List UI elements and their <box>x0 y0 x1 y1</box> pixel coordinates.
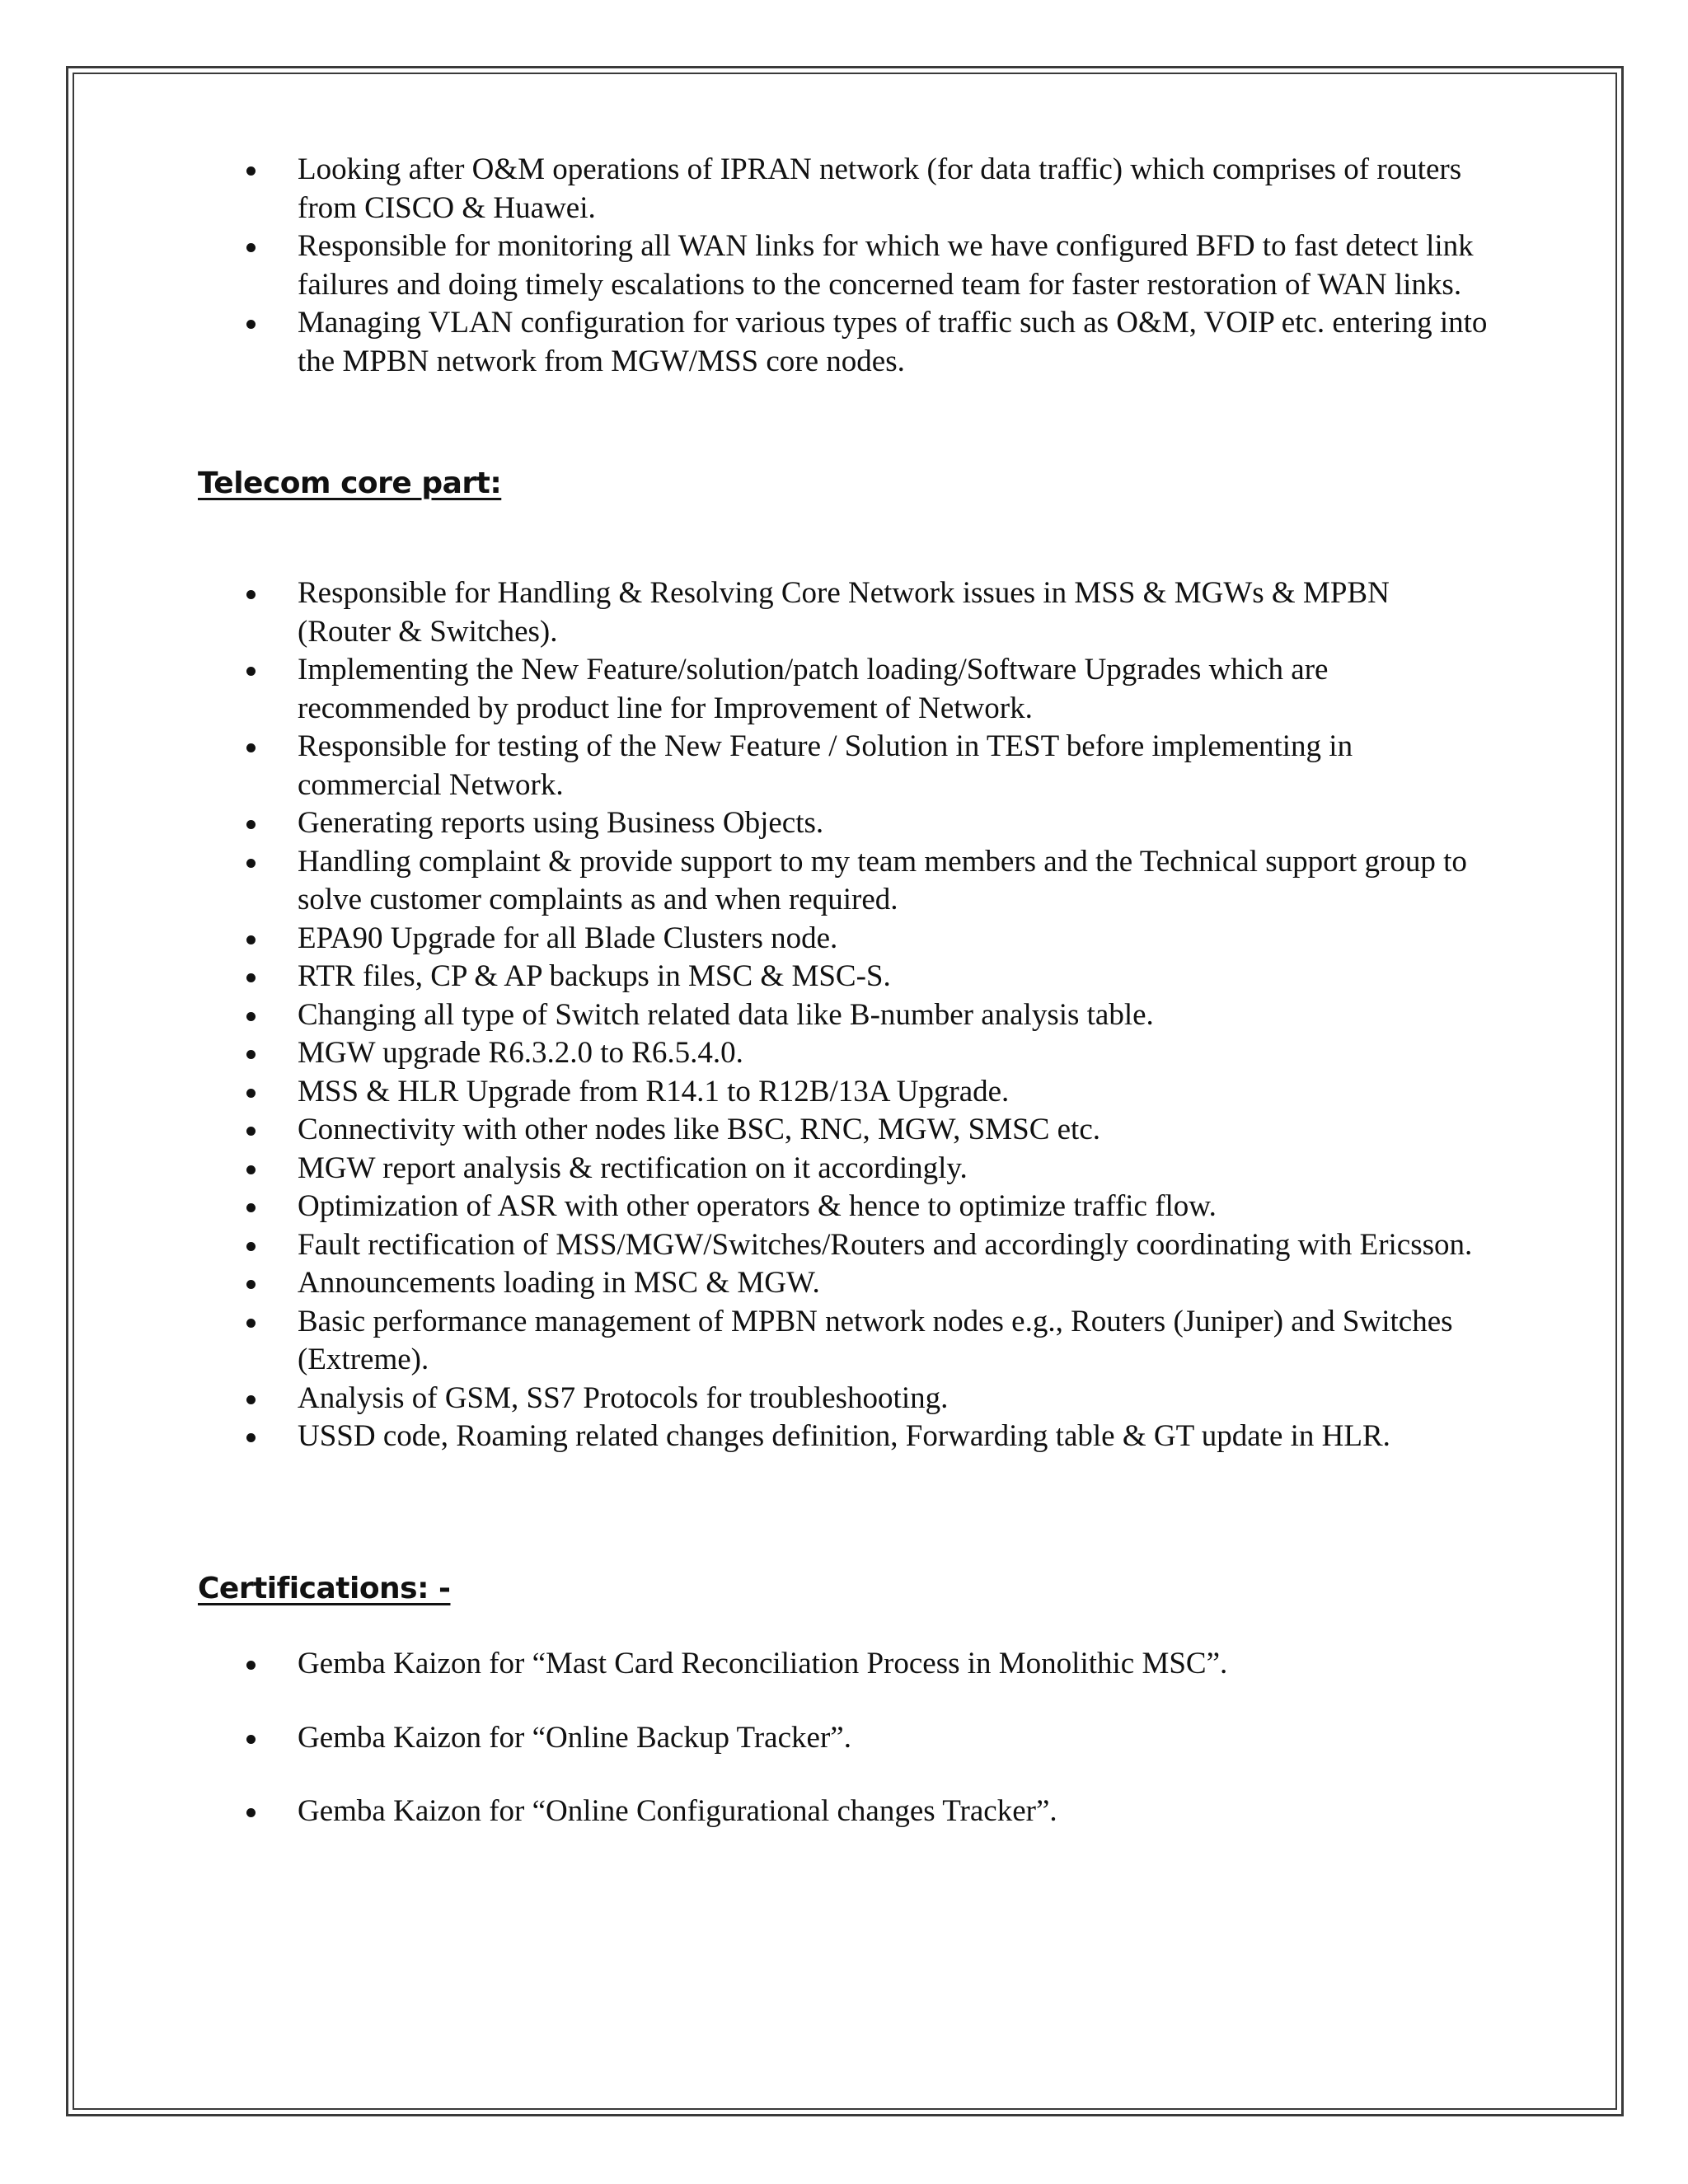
list-item-text: Generating reports using Business Objects. <box>298 806 824 840</box>
bullet-icon <box>246 1203 256 1212</box>
bullet-icon <box>246 1808 256 1817</box>
bullet-icon <box>246 243 256 252</box>
list-item-text: USSD code, Roaming related changes definition, Forwarding table & GT update in HLR. <box>298 1419 1390 1453</box>
list-item-text: Responsible for testing of the New Feature / Solution in TEST before implementing in commercial Network. <box>298 729 1353 802</box>
list-item-text: Connectivity with other nodes like BSC, RNC, MGW, SMSC etc. <box>298 1113 1101 1146</box>
bullet-icon <box>246 320 256 329</box>
list-item <box>0 304 1688 381</box>
list-item-text: Announcements loading in MSC & MGW. <box>298 1266 820 1300</box>
list-item <box>0 1188 1688 1226</box>
list-item-text: Responsible for monitoring all WAN links for which we have configured BFD to fast detect link failures and doing timely escalations to the concerned team for faster restoration of WAN links. <box>298 229 1474 302</box>
list-item-text: Looking after O&M operations of IPRAN network (for data traffic) which comprises of routers from CISCO & Huawei. <box>298 152 1462 225</box>
list-item-text: Implementing the New Feature/solution/patch loading/Software Upgrades which are recommended by product line for Improvement of Network. <box>298 653 1329 725</box>
bullet-icon <box>246 1050 256 1059</box>
list-item <box>0 728 1688 804</box>
list-item-text: EPA90 Upgrade for all Blade Clusters node. <box>298 921 838 955</box>
bullet-icon <box>246 973 256 982</box>
bullet-icon <box>246 166 256 176</box>
list-item-text: Gemba Kaizon for “Mast Card Reconciliation Process in Monolithic MSC”. <box>298 1647 1228 1680</box>
list-item-text: MSS & HLR Upgrade from R14.1 to R12B/13A Upgrade. <box>298 1074 1010 1108</box>
list-item <box>0 1264 1688 1303</box>
list-item-text: MGW upgrade R6.3.2.0 to R6.5.4.0. <box>298 1036 743 1070</box>
list-item-text: Handling complaint & provide support to my team members and the Technical support group to solve customer complaints as and when required. <box>298 844 1467 916</box>
list-item <box>0 1719 1688 1758</box>
bullet-icon <box>246 1012 256 1021</box>
bullet-icon <box>246 667 256 676</box>
list-item <box>0 227 1688 304</box>
bullet-icon <box>246 1127 256 1136</box>
telecom-bullet-list <box>0 574 1688 1456</box>
bullet-icon <box>246 820 256 829</box>
list-item <box>0 151 1688 227</box>
list-item <box>0 920 1688 958</box>
bullet-icon <box>246 1395 256 1404</box>
list-item <box>0 1111 1688 1150</box>
list-item <box>0 1793 1688 1831</box>
bullet-icon <box>246 1242 256 1251</box>
list-item-text: Responsible for Handling & Resolving Core Network issues in MSS & MGWs & MPBN (Router & Switches). <box>298 576 1390 649</box>
bullet-icon <box>246 1735 256 1744</box>
bullet-icon <box>246 1165 256 1174</box>
list-item <box>0 1645 1688 1684</box>
telecom-core-heading: Telecom core part: <box>198 466 502 500</box>
list-item-text: Gemba Kaizon for “Online Configurational changes Tracker”. <box>298 1794 1057 1828</box>
list-item-text: Managing VLAN configuration for various types of traffic such as O&M, VOIP etc. entering into the MPBN network from MGW/MSS core nodes. <box>298 306 1488 378</box>
bullet-icon <box>246 1089 256 1098</box>
certifications-bullet-list <box>0 1645 1688 1867</box>
list-item <box>0 996 1688 1035</box>
list-item <box>0 1034 1688 1073</box>
list-item <box>0 1073 1688 1112</box>
list-item-text: Gemba Kaizon for “Online Backup Tracker”. <box>298 1720 851 1755</box>
bullet-icon <box>246 935 256 944</box>
list-item-text: Optimization of ASR with other operators & hence to optimize traffic flow. <box>298 1189 1217 1223</box>
list-item <box>0 1150 1688 1188</box>
list-item-text: MGW report analysis & rectification on it accordingly. <box>298 1151 968 1185</box>
list-item-text: Basic performance management of MPBN network nodes e.g., Routers (Juniper) and Switches (Extreme). <box>298 1304 1453 1376</box>
list-item <box>0 1303 1688 1380</box>
bullet-icon <box>246 590 256 599</box>
list-item-text: Analysis of GSM, SS7 Protocols for troubleshooting. <box>298 1380 949 1415</box>
bullet-icon <box>246 859 256 868</box>
list-item <box>0 843 1688 920</box>
list-item <box>0 958 1688 996</box>
list-item-text: Fault rectification of MSS/MGW/Switches/Routers and accordingly coordinating with Ericsson. <box>298 1227 1473 1262</box>
list-item <box>0 574 1688 651</box>
list-item <box>0 651 1688 728</box>
bullet-icon <box>246 1433 256 1442</box>
list-item <box>0 1226 1688 1265</box>
list-item-text: RTR files, CP & AP backups in MSC & MSC-S. <box>298 959 891 993</box>
bullet-icon <box>246 1280 256 1289</box>
list-item-text: Changing all type of Switch related data like B-number analysis table. <box>298 997 1154 1032</box>
certifications-heading: Certifications: - <box>198 1572 451 1605</box>
bullet-icon <box>246 1661 256 1670</box>
bullet-icon <box>246 743 256 752</box>
list-item <box>0 1418 1688 1456</box>
list-item <box>0 1380 1688 1418</box>
ipran-bullet-list <box>0 151 1688 381</box>
list-item <box>0 804 1688 843</box>
bullet-icon <box>246 1319 256 1328</box>
